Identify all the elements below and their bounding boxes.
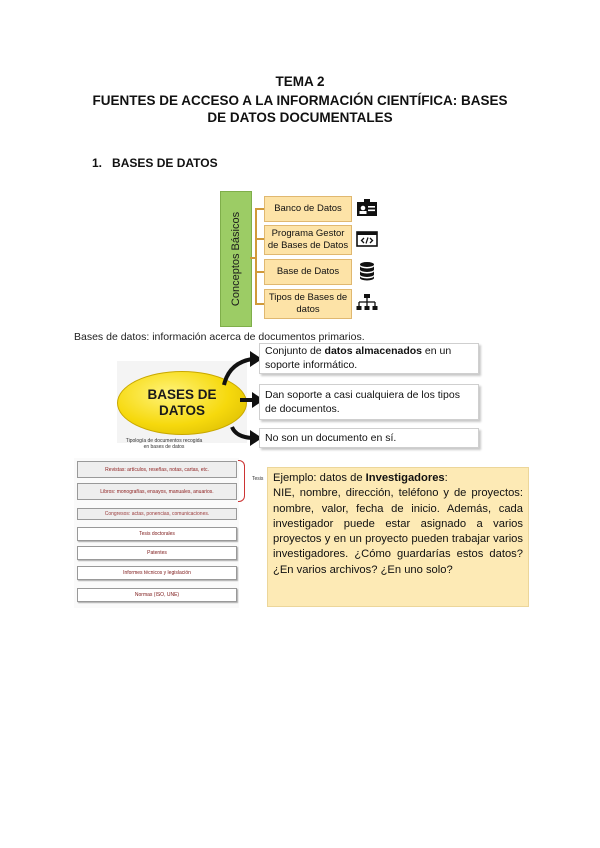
- concept-label: Base de Datos: [276, 266, 340, 277]
- hierarchy-icon: [356, 293, 378, 313]
- ellipse-line-1: BASES DE: [147, 387, 217, 402]
- brace: [238, 460, 245, 502]
- example-label-bold: Investigadores: [365, 472, 445, 484]
- box1-bold: datos almacenados: [324, 345, 422, 357]
- tipologia-caption: [116, 438, 212, 450]
- tipologia-line-1: Tipología de documentos recogida: [125, 438, 203, 444]
- tipologia-line-2: en bases de datos: [143, 444, 185, 450]
- section-number: 1.: [92, 156, 103, 170]
- description-box-1: [259, 343, 479, 374]
- connector: [255, 271, 264, 273]
- example-label-colon: :: [444, 472, 448, 484]
- concept-box-banco: [264, 196, 352, 222]
- ellipse-line-2: DATOS: [158, 403, 205, 418]
- concept-label: Programa Gestor: [271, 228, 345, 239]
- connector: [255, 238, 264, 240]
- concepts-root-label: Conceptos Básicos: [230, 211, 242, 307]
- arrow-up: [224, 359, 252, 385]
- doc-type-tesis: Tesis doctorales: [77, 527, 237, 541]
- id-card-icon: [356, 198, 378, 218]
- example-label: Ejemplo: datos de: [273, 472, 366, 484]
- doc-type-libros: Libros: monografías, ensayos, manuales, anuarios.: [77, 483, 237, 500]
- concept-box-programa: [264, 225, 352, 255]
- arrow-down: [232, 427, 252, 438]
- connector: [255, 208, 264, 210]
- doc-type-normas: Normas (ISO, UNE): [77, 588, 237, 602]
- doc-type-patentes: Patentes: [77, 546, 237, 560]
- connector: [255, 208, 257, 303]
- doc-type-revistas: Revistas: artículos, reseñas, notas, cartas, etc.: [77, 461, 237, 478]
- concept-box-base: [264, 259, 352, 285]
- description-box-2: Dan soporte a casi cualquiera de los tipos de documentos.: [259, 384, 479, 420]
- title-line-3: DE DATOS DOCUMENTALES: [207, 110, 393, 125]
- concepts-root-box: [220, 191, 252, 327]
- section-heading: [92, 156, 218, 170]
- concept-box-tipos: [264, 289, 352, 319]
- side-reference: Tesis: [252, 476, 264, 482]
- doc-type-informes: Informes técnicos y legislación: [77, 566, 237, 580]
- concept-label: Banco de Datos: [274, 203, 342, 214]
- example-text: NIE, nombre, dirección, teléfono y de proyectos: nombre, valor, fecha de inicio. Además, cada investigador puede estar asignado a varios proyectos y en un proyecto pueden trabajar varios investigadores. ¿Cómo guardarías estos datos? ¿En varios archivos? ¿En uno solo?: [273, 487, 523, 576]
- title-line-1: TEMA 2: [275, 74, 325, 89]
- code-window-icon: [356, 229, 378, 249]
- connector: [255, 303, 264, 305]
- arrows: [214, 345, 264, 455]
- box1-text-end: en un soporte informático.: [265, 345, 452, 371]
- database-icon: [356, 261, 378, 281]
- box1-text: Conjunto de: [265, 345, 325, 357]
- description-box-3: No son un documento en sí.: [259, 428, 479, 448]
- concept-label: datos: [296, 304, 320, 315]
- caption: Bases de datos: información acerca de documentos primarios.: [74, 331, 365, 343]
- section-title: BASES DE DATOS: [112, 156, 218, 170]
- example-box: [267, 467, 529, 607]
- doc-type-congresos: Congresos: actas, ponencias, comunicaciones.: [77, 508, 237, 520]
- concept-label: de Bases de Datos: [267, 240, 349, 251]
- concept-label: Tipos de Bases de: [268, 292, 348, 303]
- title-line-2: FUENTES DE ACCESO A LA INFORMACIÓN CIENTÍFICA: BASES: [92, 93, 508, 108]
